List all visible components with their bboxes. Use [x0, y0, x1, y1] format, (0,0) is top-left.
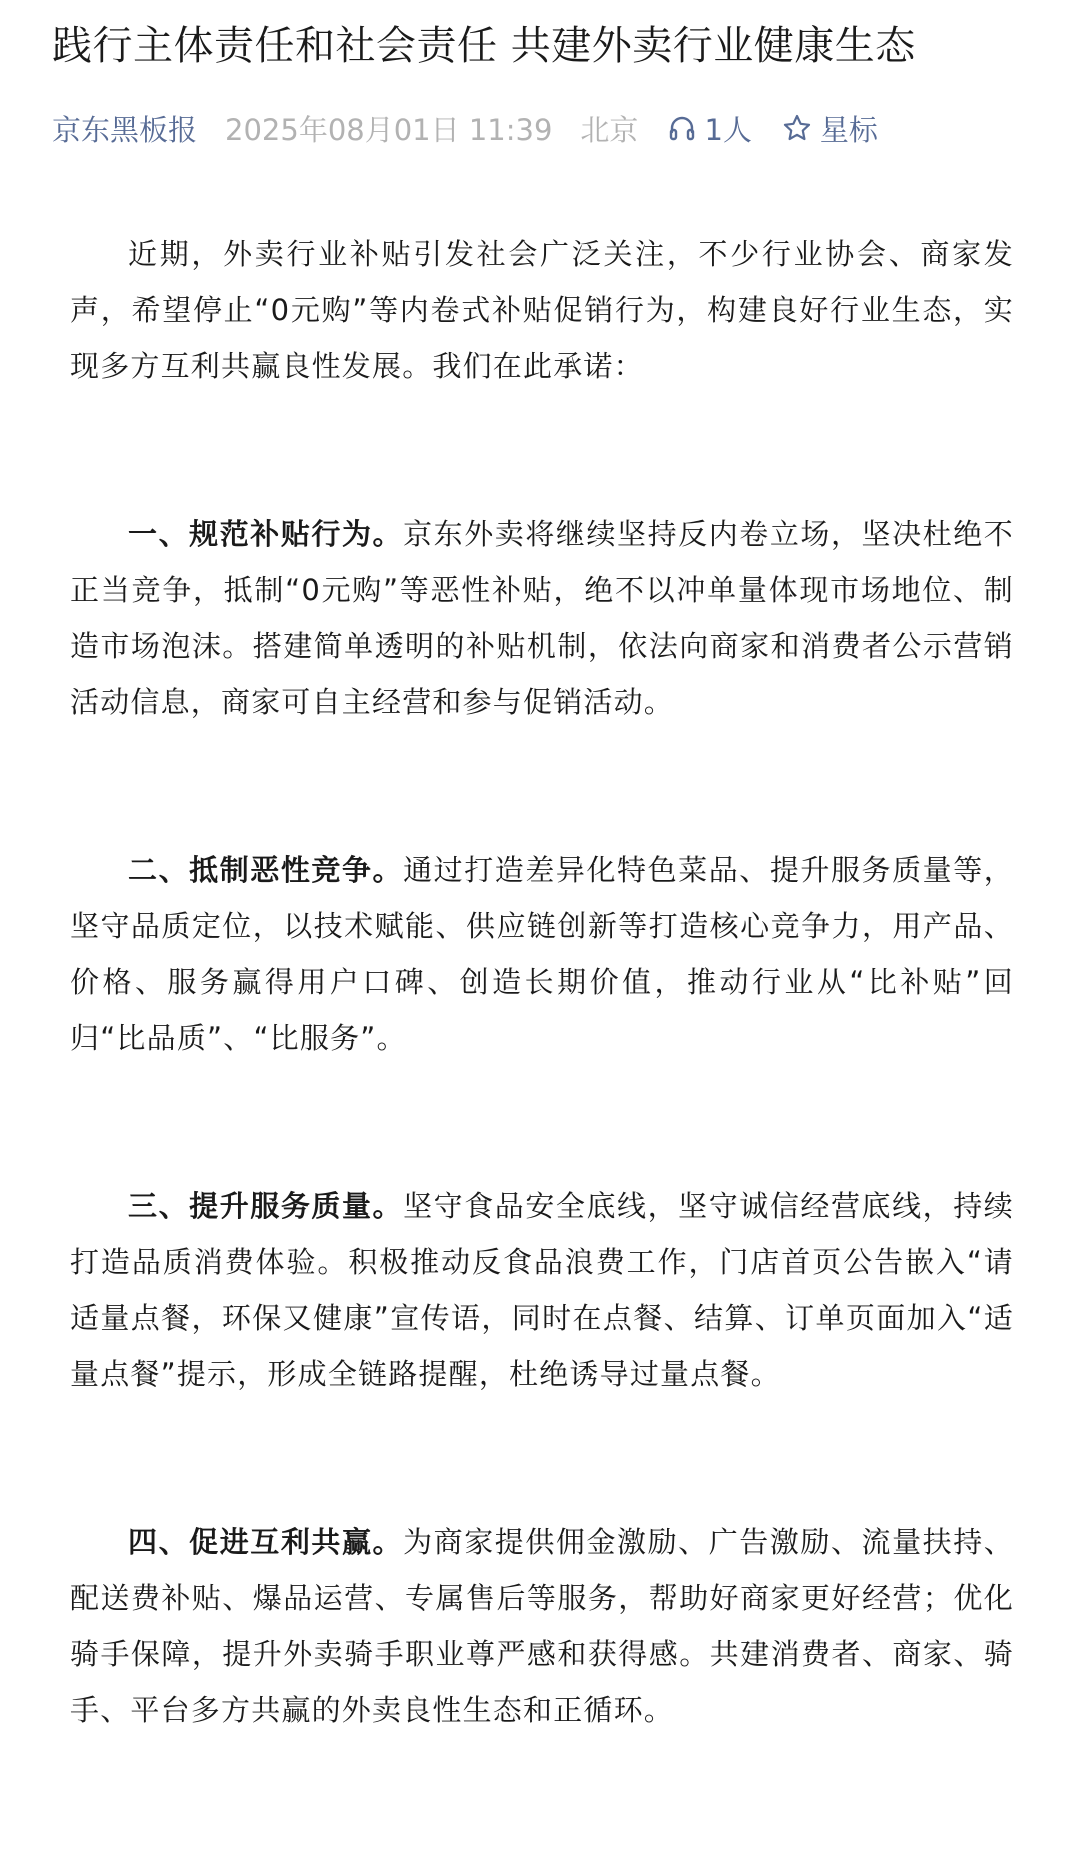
article-paragraph	[70, 1514, 1014, 1738]
article-body	[70, 226, 1014, 1850]
publish-date: 2025年08月01日 11:39	[225, 112, 553, 147]
article-paragraph	[70, 842, 1014, 1066]
article-paragraph	[70, 226, 1014, 394]
paragraph-lead: 一、规范补贴行为。	[128, 517, 404, 551]
article-paragraph	[70, 1178, 1014, 1402]
star-label: 星标	[819, 112, 878, 147]
article-paragraph	[70, 506, 1014, 730]
paragraph-text: 为商家提供佣金激励、广告激励、流量扶持、配送费补贴、爆品运营、专属售后等服务，帮助好商家更好经营；优化骑手保障，提升外卖骑手职业尊严感和获得感。共建消费者、商家、骑手、平台多方共赢的外卖良性生态和正循环。	[70, 1525, 1014, 1727]
listen-count: 1人	[704, 112, 752, 147]
paragraph-text: 坚守食品安全底线，坚守诚信经营底线，持续打造品质消费体验。积极推动反食品浪费工作，门店首页公告嵌入“请适量点餐，环保又健康”宣传语，同时在点餐、结算、订单页面加入“适量点餐”提示，形成全链路提醒，杜绝诱导过量点餐。	[70, 1189, 1014, 1391]
paragraph-text: 京东外卖将继续坚持反内卷立场，坚决杜绝不正当竞争，抵制“0元购”等恶性补贴，绝不以冲单量体现市场地位、制造市场泡沫。搭建简单透明的补贴机制，依法向商家和消费者公示营销活动信息，商家可自主经营和参与促销活动。	[70, 517, 1014, 719]
paragraph-lead: 四、促进互利共赢。	[128, 1525, 404, 1559]
headphones-icon	[668, 114, 704, 142]
star-outline-icon	[782, 113, 820, 143]
star-button[interactable]	[782, 108, 878, 149]
paragraph-lead: 二、抵制恶性竞争。	[128, 853, 404, 887]
article-title: 践行主体责任和社会责任 共建外卖行业健康生态	[52, 23, 916, 69]
paragraph-lead: 三、提升服务质量。	[128, 1189, 404, 1223]
publish-location: 北京	[580, 112, 639, 147]
paragraph-text: 近期，外卖行业补贴引发社会广泛关注，不少行业协会、商家发声，希望停止“0元购”等内卷式补贴促销行为，构建良好行业生态，实现多方互利共赢良性发展。我们在此承诺：	[70, 237, 1014, 383]
listen-button[interactable]	[668, 108, 751, 149]
account-name-link[interactable]: 京东黑板报	[52, 112, 198, 147]
paragraph-text: 通过打造差异化特色菜品、提升服务质量等，坚守品质定位，以技术赋能、供应链创新等打造核心竞争力，用产品、价格、服务赢得用户口碑、创造长期价值，推动行业从“比补贴”回归“比品质”、“比服务”。	[70, 853, 1014, 1055]
article-meta	[52, 104, 878, 152]
